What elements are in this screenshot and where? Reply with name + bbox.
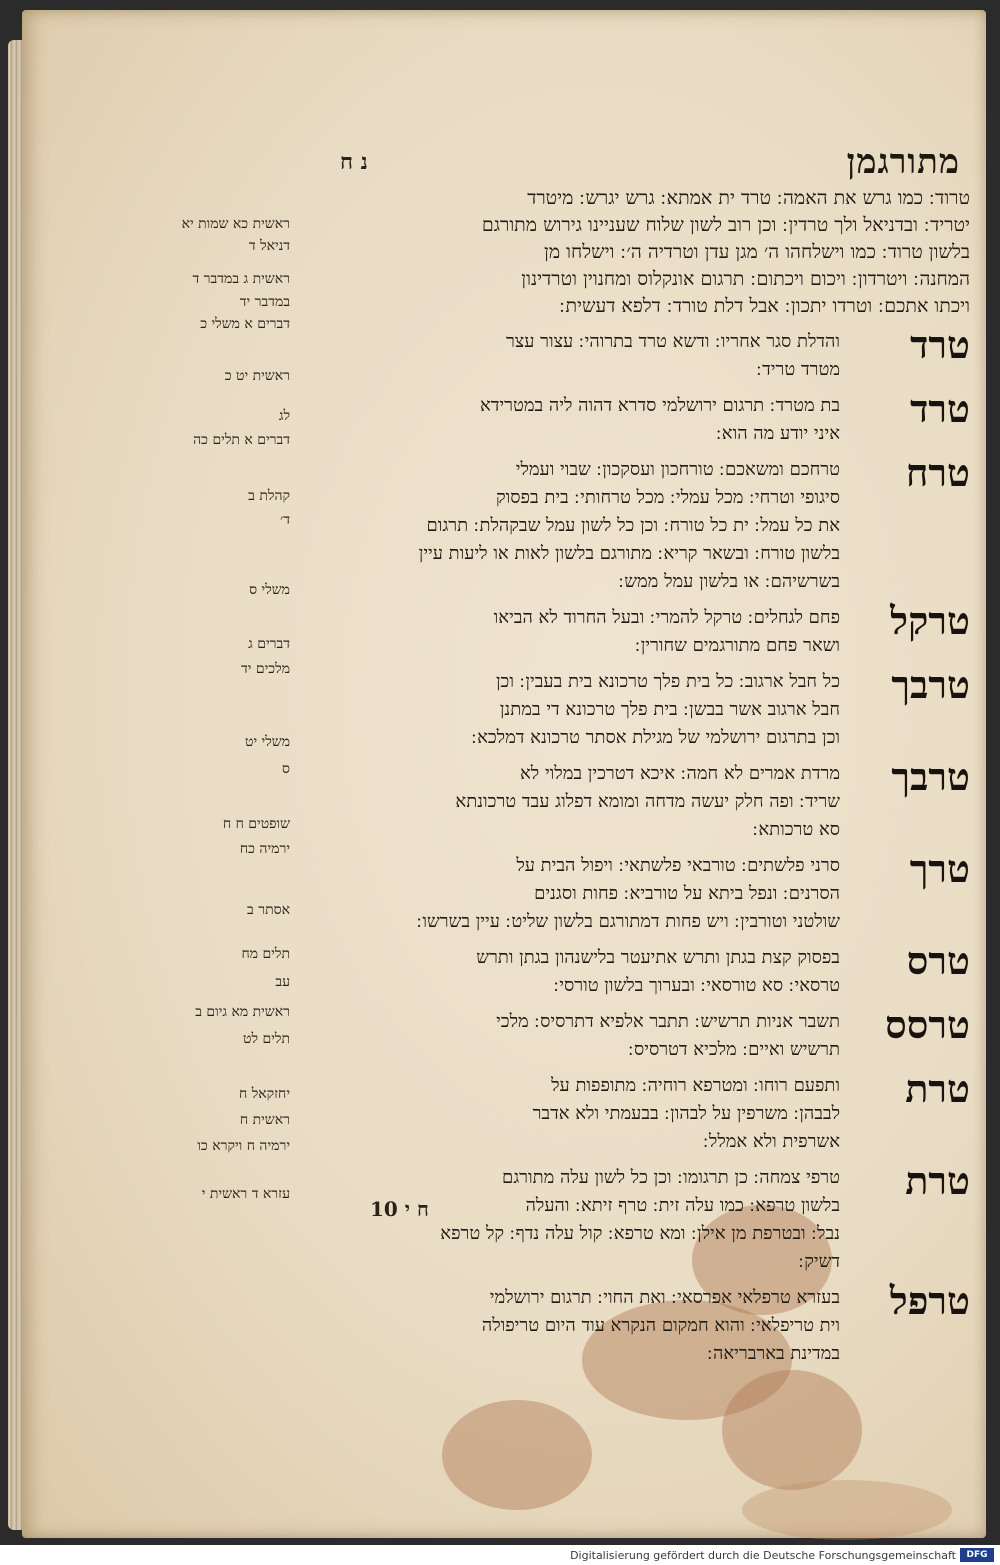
margin-reference: עב — [275, 974, 290, 990]
text-line: בשרשיהם ׃ או בלשון עמל ממש ׃ — [618, 571, 840, 592]
catchword-signature: ח י 10 — [370, 1197, 429, 1221]
text-line: שריד ׃ ופה חלק יעשה מדחה ומומא דפלוג עבד טרכונתא — [455, 791, 840, 812]
text-line: ויכתו אתכם ׃ וטרדו יתכון ׃ אבל דלת טורד ׃ דלפא דעשית ׃ — [559, 295, 970, 317]
text-line: והדלת סגר אחריו ׃ ודשא טרד בתרוהי ׃ עצור עצר — [505, 331, 840, 352]
dictionary-entry — [290, 754, 970, 844]
margin-reference: קהלת ב — [248, 488, 290, 504]
text-line: בפסוק קצת בגתן ותרש אתיעטר בלישנהון בגתן ותרש — [476, 947, 840, 968]
text-line: טרפי צמחה ׃ כן תרגומו ׃ וכן כל לשון עלה מתורגם — [501, 1167, 840, 1188]
text-line: יטריד ׃ ובדניאל ולך טרדין ׃ וכן רוב לשון שלוח שעניינו גירוש מתורגם — [481, 214, 970, 236]
margin-reference: ד׳ — [280, 512, 290, 528]
text-line: פחם לגחלים ׃ טרקל להמרי ׃ ובעל החרוד לא הביאו — [493, 607, 840, 628]
text-line: נבל ׃ ובטרפת מן אילן ׃ ומא טרפא ׃ קול עלה נדף ׃ קל טרפא — [440, 1223, 840, 1244]
margin-reference: דניאל ד — [248, 238, 290, 254]
margin-reference: לג — [278, 408, 290, 424]
margin-reference: אסתר ב — [247, 902, 290, 918]
text-line: סיגופי וטרחי ׃ מכל עמלי ׃ מכל טרחותי ׃ בית בפסוק — [496, 487, 840, 508]
stain-mark — [442, 1400, 592, 1510]
dictionary-entry — [290, 662, 970, 752]
text-line: בלשון טורח ׃ ובשאר קריא ׃ מתורגם בלשון לאות או ליעות עיין — [418, 543, 840, 564]
text-line: טרוד ׃ כמו גרש את האמה ׃ טרד ית אמתא ׃ גרש יגרש ׃ מיטרד — [527, 187, 970, 209]
dictionary-entry — [290, 386, 970, 448]
margin-reference: במדבר יד — [239, 294, 290, 310]
entry-headword: טרס — [906, 938, 970, 983]
entry-headword: טרך — [909, 846, 970, 891]
dfg-logo: DFG — [960, 1548, 994, 1562]
text-line: סרני פלשתים ׃ טורבאי פלשתאי ׃ ויפול הבית על — [516, 855, 840, 876]
text-line: טרחכם ומשאכם ׃ טורחכון ועסקכון ׃ שבוי ועמלי — [515, 459, 840, 480]
stain-mark — [722, 1370, 862, 1490]
text-line: איני יודע מה הוא ׃ — [716, 423, 840, 444]
text-line: הסרנים ׃ ונפל ביתא על טורביא ׃ פחות וסגנים — [534, 883, 840, 904]
text-line: דשיק ׃ — [798, 1251, 840, 1272]
entry-headword: טרח — [905, 450, 970, 495]
margin-reference: ראשית ח — [239, 1112, 290, 1128]
entry-headword: טרד — [910, 322, 970, 367]
margin-reference: שופטים ח ח — [222, 816, 290, 832]
text-line: שולטני וטורבין ׃ ויש פחות דמתורגם בלשון שליט ׃ עיין בשרשו ׃ — [416, 911, 840, 932]
margin-reference: משלי ס — [249, 582, 290, 598]
text-line: המחנה ׃ ויטרדון ׃ ויכום ויכתום ׃ תרגום אונקלוס ומחנוין וטרדינון — [521, 268, 970, 290]
entry-headword: טרקל — [890, 598, 970, 643]
text-line: חבל ארגוב אשר בבשן ׃ בית פלך טרכונא די במתנן — [499, 699, 840, 720]
entry-headword: טרת — [905, 1066, 970, 1111]
text-line: מרדת אמרים לא חמה ׃ איכא דטרכין במלוי לא — [520, 763, 840, 784]
dictionary-entry — [290, 450, 970, 596]
margin-reference: מלכים יד — [241, 661, 290, 677]
entry-headword: טרת — [905, 1158, 970, 1203]
margin-reference: ירמיה כח — [239, 841, 290, 857]
text-line: תשבר אניות תרשיש ׃ תתבר אלפיא דתרסיס ׃ מלכי — [496, 1011, 840, 1032]
margin-reference: משלי יט — [244, 734, 290, 750]
margin-reference: תלים לט — [243, 1031, 290, 1047]
entry-headword: טרד — [910, 386, 970, 431]
margin-reference: ראשית כא שמות יא — [181, 216, 290, 232]
text-line: וית טריפלאי ׃ והוא חמקום הנקרא עוד היום טריפולה — [481, 1315, 840, 1336]
dictionary-entry — [290, 846, 970, 936]
text-line: כל חבל ארגוב ׃ כל בית פלך טרכונא בית בעבין ׃ וכן — [495, 671, 840, 692]
dictionary-entry — [290, 1278, 970, 1368]
dictionary-entry — [290, 598, 970, 660]
entry-headword: טרבך — [891, 754, 970, 799]
margin-reference: דברים א משלי כ — [200, 316, 290, 332]
text-line: ותפעם רוחו ׃ ומטרפא רוחיה ׃ מתופפות על — [551, 1075, 840, 1096]
text-line: ושאר פחם מתורגמים שחורין ׃ — [634, 635, 840, 656]
text-line: במדינת בארבריאה ׃ — [707, 1343, 840, 1364]
stain-mark — [742, 1480, 952, 1540]
text-line: אשרפית ולא אמלל ׃ — [703, 1131, 840, 1152]
entry-headword: טרבך — [891, 662, 970, 707]
entry-headword: טרפל — [889, 1278, 970, 1323]
text-line: לבבהן ׃ משרפין על לבהון ׃ בבעמתי ולא אדבר — [532, 1103, 840, 1124]
margin-reference: דברים א תלים כה — [193, 432, 290, 448]
dictionary-entry — [290, 1002, 970, 1064]
main-text-column — [290, 185, 970, 1368]
text-line: תרשיש ואיים ׃ מלכיא דטרסיס ׃ — [628, 1039, 840, 1060]
margin-reference: ראשית ג במדבר ד — [192, 271, 290, 287]
margin-reference: ס — [282, 761, 290, 777]
text-line: סא טרכותא ׃ — [752, 819, 840, 840]
margin-reference: ירמיה ח ויקרא כו — [197, 1138, 290, 1154]
folio-number: נ ח — [340, 149, 368, 175]
digitization-credit-bar — [0, 1545, 1000, 1565]
text-line: וכן בתרגום ירושלמי של מגילת אסתר טרכונא דמלכא ׃ — [471, 727, 840, 748]
page-header — [340, 138, 960, 186]
dictionary-entry — [290, 938, 970, 1000]
dictionary-entry — [290, 1066, 970, 1156]
text-line: מטרד טריד ׃ — [756, 359, 840, 380]
margin-reference: עזרא ד ראשית י — [201, 1186, 290, 1202]
margin-reference: ראשית מא גיום ב — [195, 1004, 290, 1020]
text-line: בלשון טרוד ׃ כמו וישלחהו ה׳ מגן עדן וטרדיה ה׳ ׃ וישלחו מן — [544, 241, 970, 263]
text-line: בלשון טרפא ׃ כמו עלה זית ׃ טרף זיתא ׃ והעלה — [525, 1195, 840, 1216]
margin-reference: יחזקאל ח — [238, 1086, 290, 1102]
text-line: בעזרא טרפלאי אפרסאי ׃ ואת החוי ׃ תרגום ירושלמי — [489, 1287, 840, 1308]
text-line: טרסאי ׃ סא טורסאי ׃ ובערוך בלשון טורסי ׃ — [553, 975, 840, 996]
dictionary-entry — [290, 322, 970, 384]
text-line: את כל עמל ׃ ית כל טורח ׃ וכן כל לשון עמל שבקהלת ׃ תרגום — [426, 515, 840, 536]
intro-paragraph — [290, 185, 970, 320]
credit-text: Digitalisierung gefördert durch die Deutsche Forschungsgemeinschaft — [570, 1548, 956, 1562]
margin-reference: דברים ג — [248, 636, 290, 652]
margin-reference: ראשית יט כ — [224, 368, 290, 384]
entry-headword: טרסס — [885, 1002, 970, 1047]
running-title: מתורגמן — [846, 142, 960, 182]
text-line: בת מטרד ׃ תרגום ירושלמי סדרא דהוה ליה במטרידא — [479, 395, 840, 416]
margin-reference: תלים מח — [241, 946, 290, 962]
